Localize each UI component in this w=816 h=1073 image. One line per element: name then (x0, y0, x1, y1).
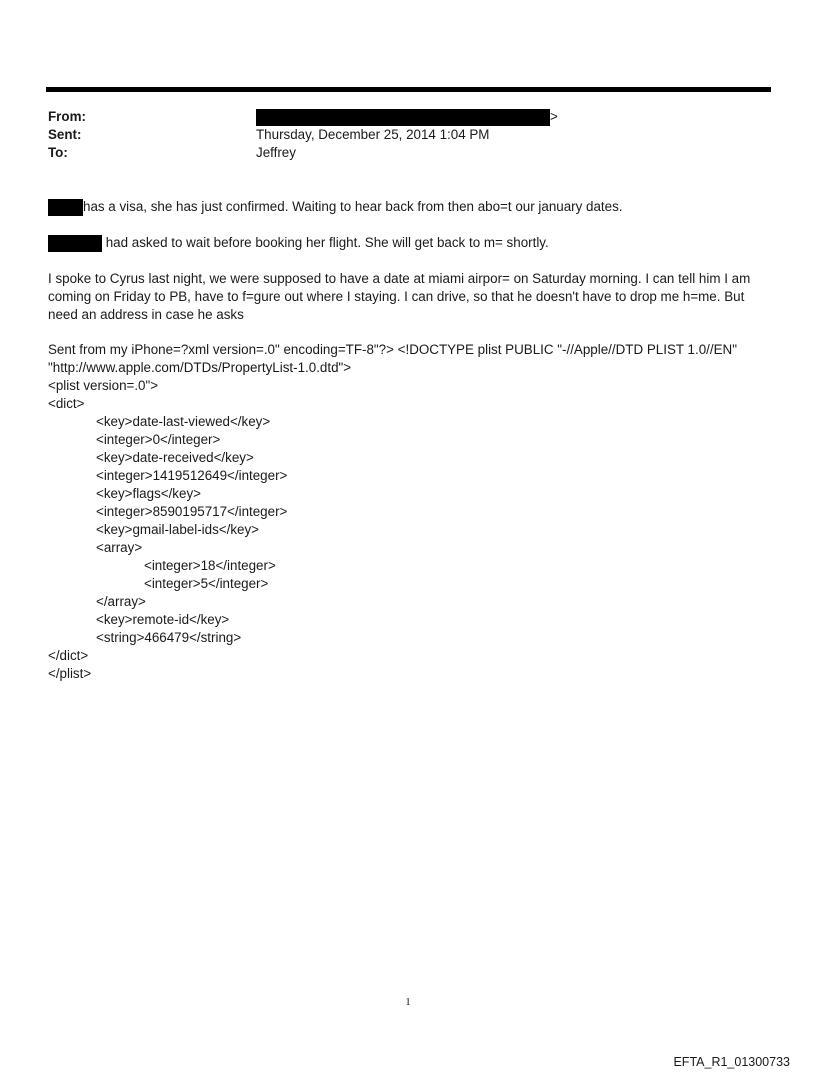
paragraph-2-text: had asked to wait before booking her flight. She will get back to m= shortly. (102, 235, 549, 250)
document-id: EFTA_R1_01300733 (673, 1055, 790, 1069)
paragraph-1-text: has a visa, she has just confirmed. Waiting to hear back from then abo=t our january dates. (83, 199, 623, 214)
redaction-block (256, 109, 550, 126)
plist-line: <key>date-received</key> (96, 450, 254, 465)
paragraph-3-line: need an address in case he asks (48, 307, 244, 322)
redaction-block (48, 235, 102, 252)
from-suffix: > (550, 109, 558, 124)
header-rule (46, 87, 771, 92)
plist-line: <key>flags</key> (96, 486, 201, 501)
plist-line: <dict> (48, 396, 85, 411)
sent-value: Thursday, December 25, 2014 1:04 PM (256, 127, 490, 142)
plist-line: </array> (96, 594, 146, 609)
plist-line: <key>gmail-label-ids</key> (96, 522, 260, 537)
plist-block (48, 341, 737, 683)
plist-line: <key>date-last-viewed</key> (96, 414, 271, 429)
plist-line: Sent from my iPhone=?xml version=.0" encoding=TF-8"?> <!DOCTYPE plist PUBLIC "-//Apple//DTD PLIST 1.0//EN" (48, 342, 737, 357)
paragraph-1 (48, 198, 768, 216)
plist-line: <integer>5</integer> (144, 576, 269, 591)
plist-line: </dict> (48, 648, 89, 663)
redaction-block (48, 199, 83, 216)
paragraph-3-line: coming on Friday to PB, have to f=gure out where I staying. I can drive, so that he doesn't have to drop me h=me. But (48, 289, 745, 304)
paragraph-2 (48, 234, 768, 252)
paragraph-3-line: I spoke to Cyrus last night, we were supposed to have a date at miami airpor= on Saturday morning. I can tell him I am (48, 271, 751, 286)
plist-line: <integer>1419512649</integer> (96, 468, 288, 483)
plist-line: <plist version=.0"> (48, 378, 159, 393)
paragraph-3 (48, 270, 768, 324)
from-value (256, 108, 558, 126)
plist-line: <key>remote-id</key> (96, 612, 230, 627)
to-value: Jeffrey (256, 145, 296, 160)
plist-line: "http://www.apple.com/DTDs/PropertyList-1.0.dtd"> (48, 360, 352, 375)
plist-line: </plist> (48, 666, 92, 681)
plist-line: <integer>0</integer> (96, 432, 221, 447)
plist-line: <integer>18</integer> (144, 558, 276, 573)
plist-line: <integer>8590195717</integer> (96, 504, 288, 519)
to-label: To: (48, 145, 68, 160)
plist-line: <array> (96, 540, 143, 555)
plist-line: <string>466479</string> (96, 630, 242, 645)
sent-label: Sent: (48, 127, 82, 142)
from-label: From: (48, 109, 86, 124)
page-number: 1 (405, 996, 411, 1008)
